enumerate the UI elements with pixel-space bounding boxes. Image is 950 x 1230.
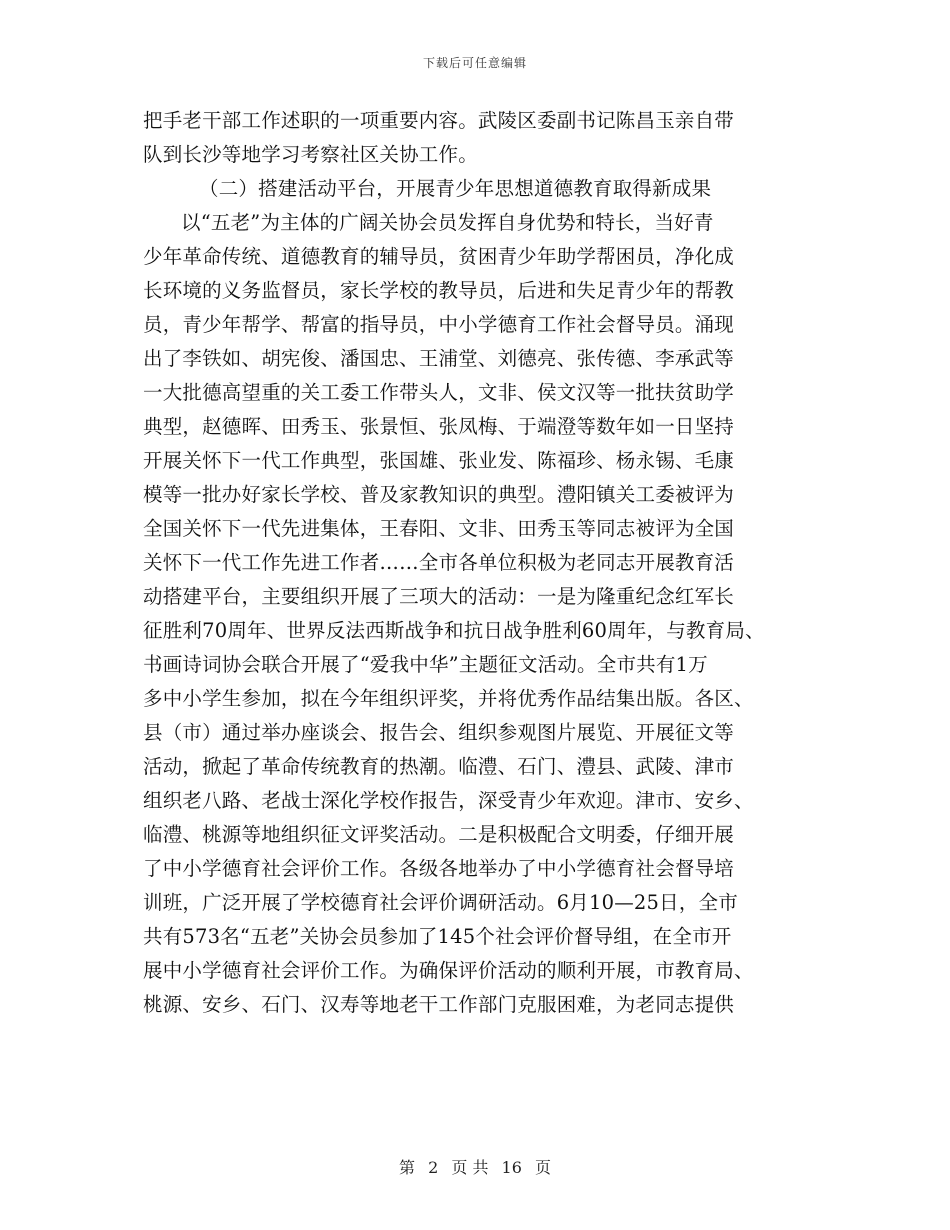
section-heading: （二）搭建活动平台，开展青少年思想道德教育取得新成果 — [199, 177, 712, 200]
paragraph-line: 开展关怀下一代工作典型，张国雄、张业发、陈福珍、杨永锡、毛康 — [143, 449, 735, 472]
paragraph-line: 县（市）通过举办座谈会、报告会、组织参观图片展览、开展征文等 — [143, 721, 735, 744]
paragraph-line: 展中小学德育社会评价工作。为确保评价活动的顺利开展，市教育局、 — [143, 959, 754, 982]
paragraph-line: 活动，掀起了革命传统教育的热潮。临澧、石门、澧县、武陵、津市 — [143, 755, 735, 778]
paragraph-line: 模等一批办好家长学校、普及家教知识的典型。澧阳镇关工委被评为 — [143, 483, 735, 506]
paragraph-line: 共有573名“五老”关协会员参加了145个社会评价督导组，在全市开 — [143, 925, 732, 948]
paragraph-line: 出了李铁如、胡宪俊、潘国忠、王浦堂、刘德亮、张传德、李承武等 — [143, 347, 735, 370]
paragraph-line: 了中小学德育社会评价工作。各级各地举办了中小学德育社会督导培 — [143, 857, 735, 880]
footer-mid: 页 共 — [451, 1158, 489, 1177]
total-page-count: 16 — [501, 1158, 522, 1177]
current-page-number: 2 — [428, 1158, 439, 1177]
page-header: 下载后可任意编辑 — [422, 56, 527, 70]
paragraph-line: 训班，广泛开展了学校德育社会评价调研活动。6月10—25日，全市 — [143, 891, 738, 914]
paragraph-line: 书画诗词协会联合开展了“爱我中华”主题征文活动。全市共有1万 — [143, 653, 708, 676]
paragraph-line: 桃源、安乡、石门、汉寿等地老干工作部门克服困难，为老同志提供 — [143, 993, 735, 1016]
paragraph-line: 组织老八路、老战士深化学校作报告，深受青少年欢迎。津市、安乡、 — [143, 789, 754, 812]
paragraph-line: 员，青少年帮学、帮富的指导员，中小学德育工作社会督导员。涌现 — [143, 313, 735, 336]
paragraph-line: 多中小学生参加，拟在今年组织评奖，并将优秀作品结集出版。各区、 — [143, 687, 754, 710]
paragraph-line: 把手老干部工作述职的一项重要内容。武陵区委副书记陈昌玉亲自带 — [143, 109, 735, 132]
paragraph-line: 临澧、桃源等地组织征文评奖活动。二是积极配合文明委，仔细开展 — [143, 823, 735, 846]
paragraph-line: 长环境的义务监督员，家长学校的教导员，后进和失足青少年的帮教 — [143, 279, 735, 302]
paragraph-line: 全国关怀下一代先进集体，王春阳、文非、田秀玉等同志被评为全国 — [143, 517, 735, 540]
paragraph-line: 一大批德高望重的关工委工作带头人，文非、侯文汉等一批扶贫助学 — [143, 381, 735, 404]
page-footer — [0, 1155, 950, 1178]
document-body — [143, 104, 833, 1022]
paragraph-line: 动搭建平台，主要组织开展了三项大的活动：一是为隆重纪念红军长 — [143, 585, 735, 608]
paragraph-line: 以“五老”为主体的广阔关协会员发挥自身优势和特长，当好青 — [181, 211, 714, 234]
footer-suffix: 页 — [535, 1158, 552, 1177]
paragraph-line: 少年革命传统、道德教育的辅导员，贫困青少年助学帮困员，净化成 — [143, 245, 735, 268]
paragraph-line: 征胜利70周年、世界反法西斯战争和抗日战争胜利60周年，与教育局、 — [143, 619, 765, 642]
footer-prefix: 第 — [398, 1158, 415, 1177]
paragraph-line: 典型，赵德晖、田秀玉、张景恒、张凤梅、于端澄等数年如一日坚持 — [143, 415, 735, 438]
paragraph-line: 关怀下一代工作先进工作者……全市各单位积极为老同志开展教育活 — [143, 551, 735, 574]
paragraph-line: 队到长沙等地学习考察社区关协工作。 — [143, 143, 478, 166]
